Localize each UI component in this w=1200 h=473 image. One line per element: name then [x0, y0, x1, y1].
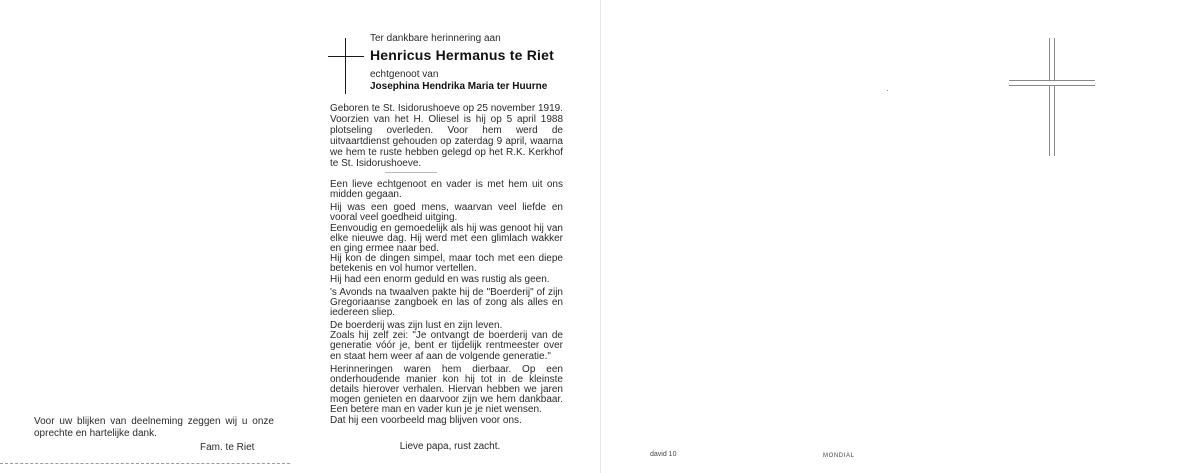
- card-front: [600, 0, 1200, 473]
- memorial-intro: Ter dankbare herinnering aan: [370, 33, 501, 44]
- deceased-name: Henricus Hermanus te Riet: [370, 47, 554, 63]
- spouse-name: Josephina Hendrika Maria ter Huurne: [370, 81, 548, 92]
- poem-line: Hij was een goed mens, waarvan veel liefde en vooral veel goedheid uitging.: [330, 202, 563, 224]
- poem-line: Hij had een enorm geduld en was rustig als geen.: [330, 273, 550, 285]
- poem-line: Hij kon de dingen simpel, maar toch met een diepe betekenis en vol humor vertellen.: [330, 253, 563, 275]
- right-panel: [600, 0, 1200, 473]
- brand-mark: MONDIAL: [823, 453, 855, 459]
- biography-text: Geboren te St. Isidorushoeve op 25 november 1919. Voorzien van het H. Oliesel is hij op 5 april 1988 plotseling overleden. Voor hem werd de uitvaartdienst gehouden op zaterdag 9 april, waarna we hem te ruste hebben gelegd op het R.K. Kerkhof te St. Isidorushoeve.: [330, 103, 563, 169]
- center-panel: [300, 0, 600, 473]
- spouse-label: echtgenoot van: [370, 69, 439, 80]
- cross-icon: [328, 38, 364, 94]
- poem-paragraph: [330, 321, 563, 362]
- thanks-text: Voor uw blijken van deelneming zeggen wij u onze oprechte en hartelijke dank.: [34, 416, 274, 439]
- print-speck: ·: [886, 86, 889, 95]
- poem-paragraph: [330, 180, 563, 200]
- poem-line: 's Avonds na twaalven pakte hij de "Boerderij" of zijn Gregoriaanse zangboek en las of zong als alles en iedereen sliep.: [330, 286, 563, 319]
- outline-cross-icon: [1009, 38, 1095, 156]
- left-panel: [0, 0, 300, 473]
- poem-paragraph: [330, 365, 563, 426]
- poem-line: De boerderij was zijn lust en zijn leven.: [330, 320, 503, 332]
- closing-line: Lieve papa, rust zacht.: [399, 441, 501, 452]
- poem-line: Eenvoudig en gemoedelijk als hij was genoot hij van elke nieuwe dag. Hij werd met een glimlach wakker en ging ermee naar bed.: [330, 222, 563, 255]
- fold-line: [0, 463, 290, 464]
- memorial-poem: [330, 180, 563, 429]
- poem-line: Een lieve echtgenoot en vader is met hem uit ons midden gegaan.: [330, 179, 563, 201]
- poem-line: Zoals hij zelf zei: "Je ontvangt de boerderij van de generatie vóór je, bent er tijdelijk rentmeester over en staat hem weer af aan de volgende generatie.": [330, 330, 563, 362]
- family-signoff: Fam. te Riet: [200, 442, 255, 453]
- poem-paragraph: [330, 288, 563, 319]
- poem-line: Herinneringen waren hem dierbaar. Op een onderhoudende manier kon hij tot in de kleinste details hierover verhalen. Hiervan hebben we jaren mogen genieten en daarvoor zijn we hem dankbaar. Een betere man en vader kun je je niet wensen.: [330, 363, 563, 416]
- poem-line: Dat hij een voorbeeld mag blijven voor ons.: [330, 414, 522, 426]
- poem-paragraph: [330, 203, 563, 285]
- section-divider: [385, 172, 437, 173]
- printer-mark: david 10: [650, 451, 677, 458]
